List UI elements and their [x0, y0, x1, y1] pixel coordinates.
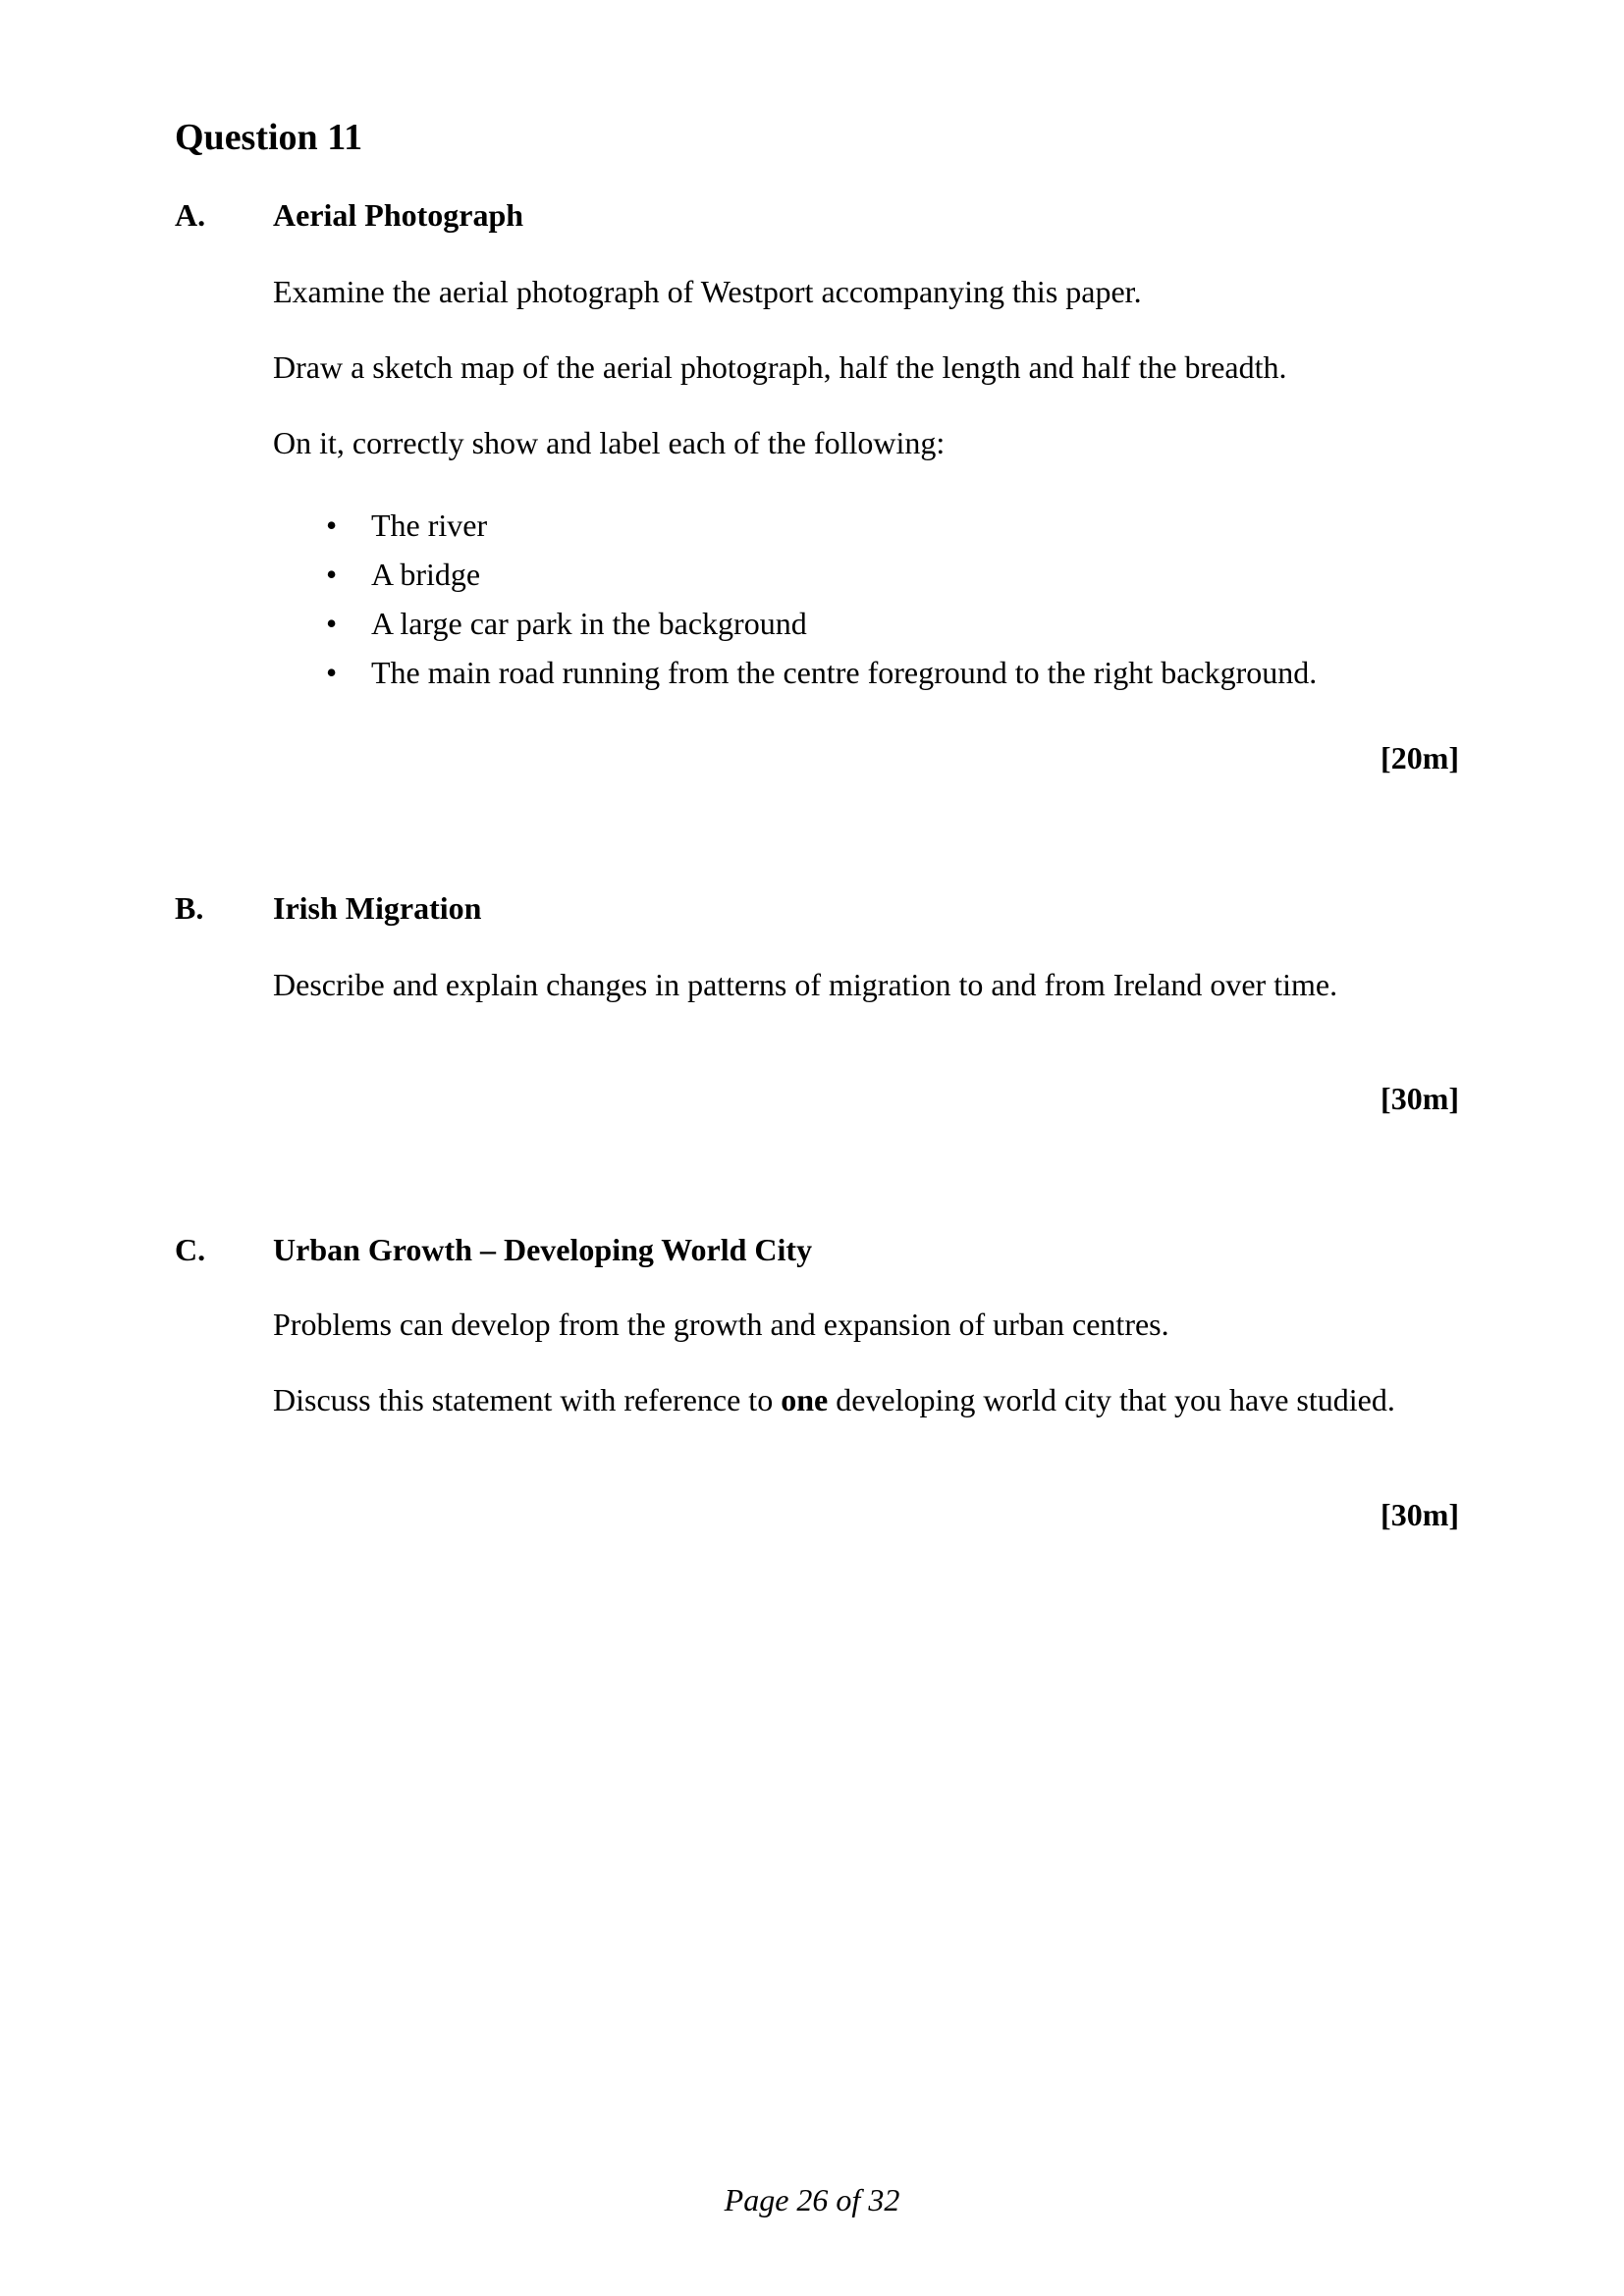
- list-item: [273, 501, 1317, 550]
- list-item: [273, 550, 1317, 599]
- section-a-paragraph: Examine the aerial photograph of Westport accompanying this paper.: [273, 274, 1142, 309]
- bullet-icon: •: [326, 557, 338, 592]
- section-c-paragraph: Problems can develop from the growth and expansion of urban centres.: [273, 1307, 1169, 1342]
- question-title: Question 11: [175, 117, 363, 158]
- list-item-text: The main road running from the centre foreground to the right background.: [371, 655, 1318, 690]
- emphasis-text: one: [781, 1382, 829, 1417]
- list-item-text: A bridge: [371, 557, 481, 592]
- section-a-letter: A.: [175, 197, 206, 233]
- section-c-paragraph: [273, 1381, 1395, 1418]
- bullet-icon: •: [326, 655, 338, 690]
- section-c-marks: [30m]: [1380, 1497, 1459, 1532]
- paragraph-text: developing world city that you have studied.: [828, 1382, 1395, 1417]
- list-item: [273, 599, 1317, 648]
- section-a-title: Aerial Photograph: [273, 197, 524, 233]
- bullet-icon: •: [326, 507, 338, 543]
- section-a-paragraph: On it, correctly show and label each of the following:: [273, 425, 946, 460]
- section-a-marks: [20m]: [1380, 740, 1459, 775]
- section-a-paragraph: Draw a sketch map of the aerial photograph, half the length and half the breadth.: [273, 349, 1287, 385]
- section-a-bullet-list: [273, 501, 1317, 697]
- bullet-icon: •: [326, 606, 338, 641]
- section-b-title: Irish Migration: [273, 890, 482, 926]
- section-c-title: Urban Growth – Developing World City: [273, 1232, 813, 1267]
- section-b-paragraph: Describe and explain changes in patterns of migration to and from Ireland over time.: [273, 967, 1338, 1002]
- section-c-letter: C.: [175, 1232, 206, 1267]
- list-item: [273, 648, 1317, 697]
- list-item-text: A large car park in the background: [371, 606, 807, 641]
- list-item-text: The river: [371, 507, 488, 543]
- page-number-footer: Page 26 of 32: [724, 2182, 900, 2217]
- section-b-marks: [30m]: [1380, 1081, 1459, 1116]
- paragraph-text: Discuss this statement with reference to: [273, 1382, 782, 1417]
- section-b-letter: B.: [175, 890, 204, 926]
